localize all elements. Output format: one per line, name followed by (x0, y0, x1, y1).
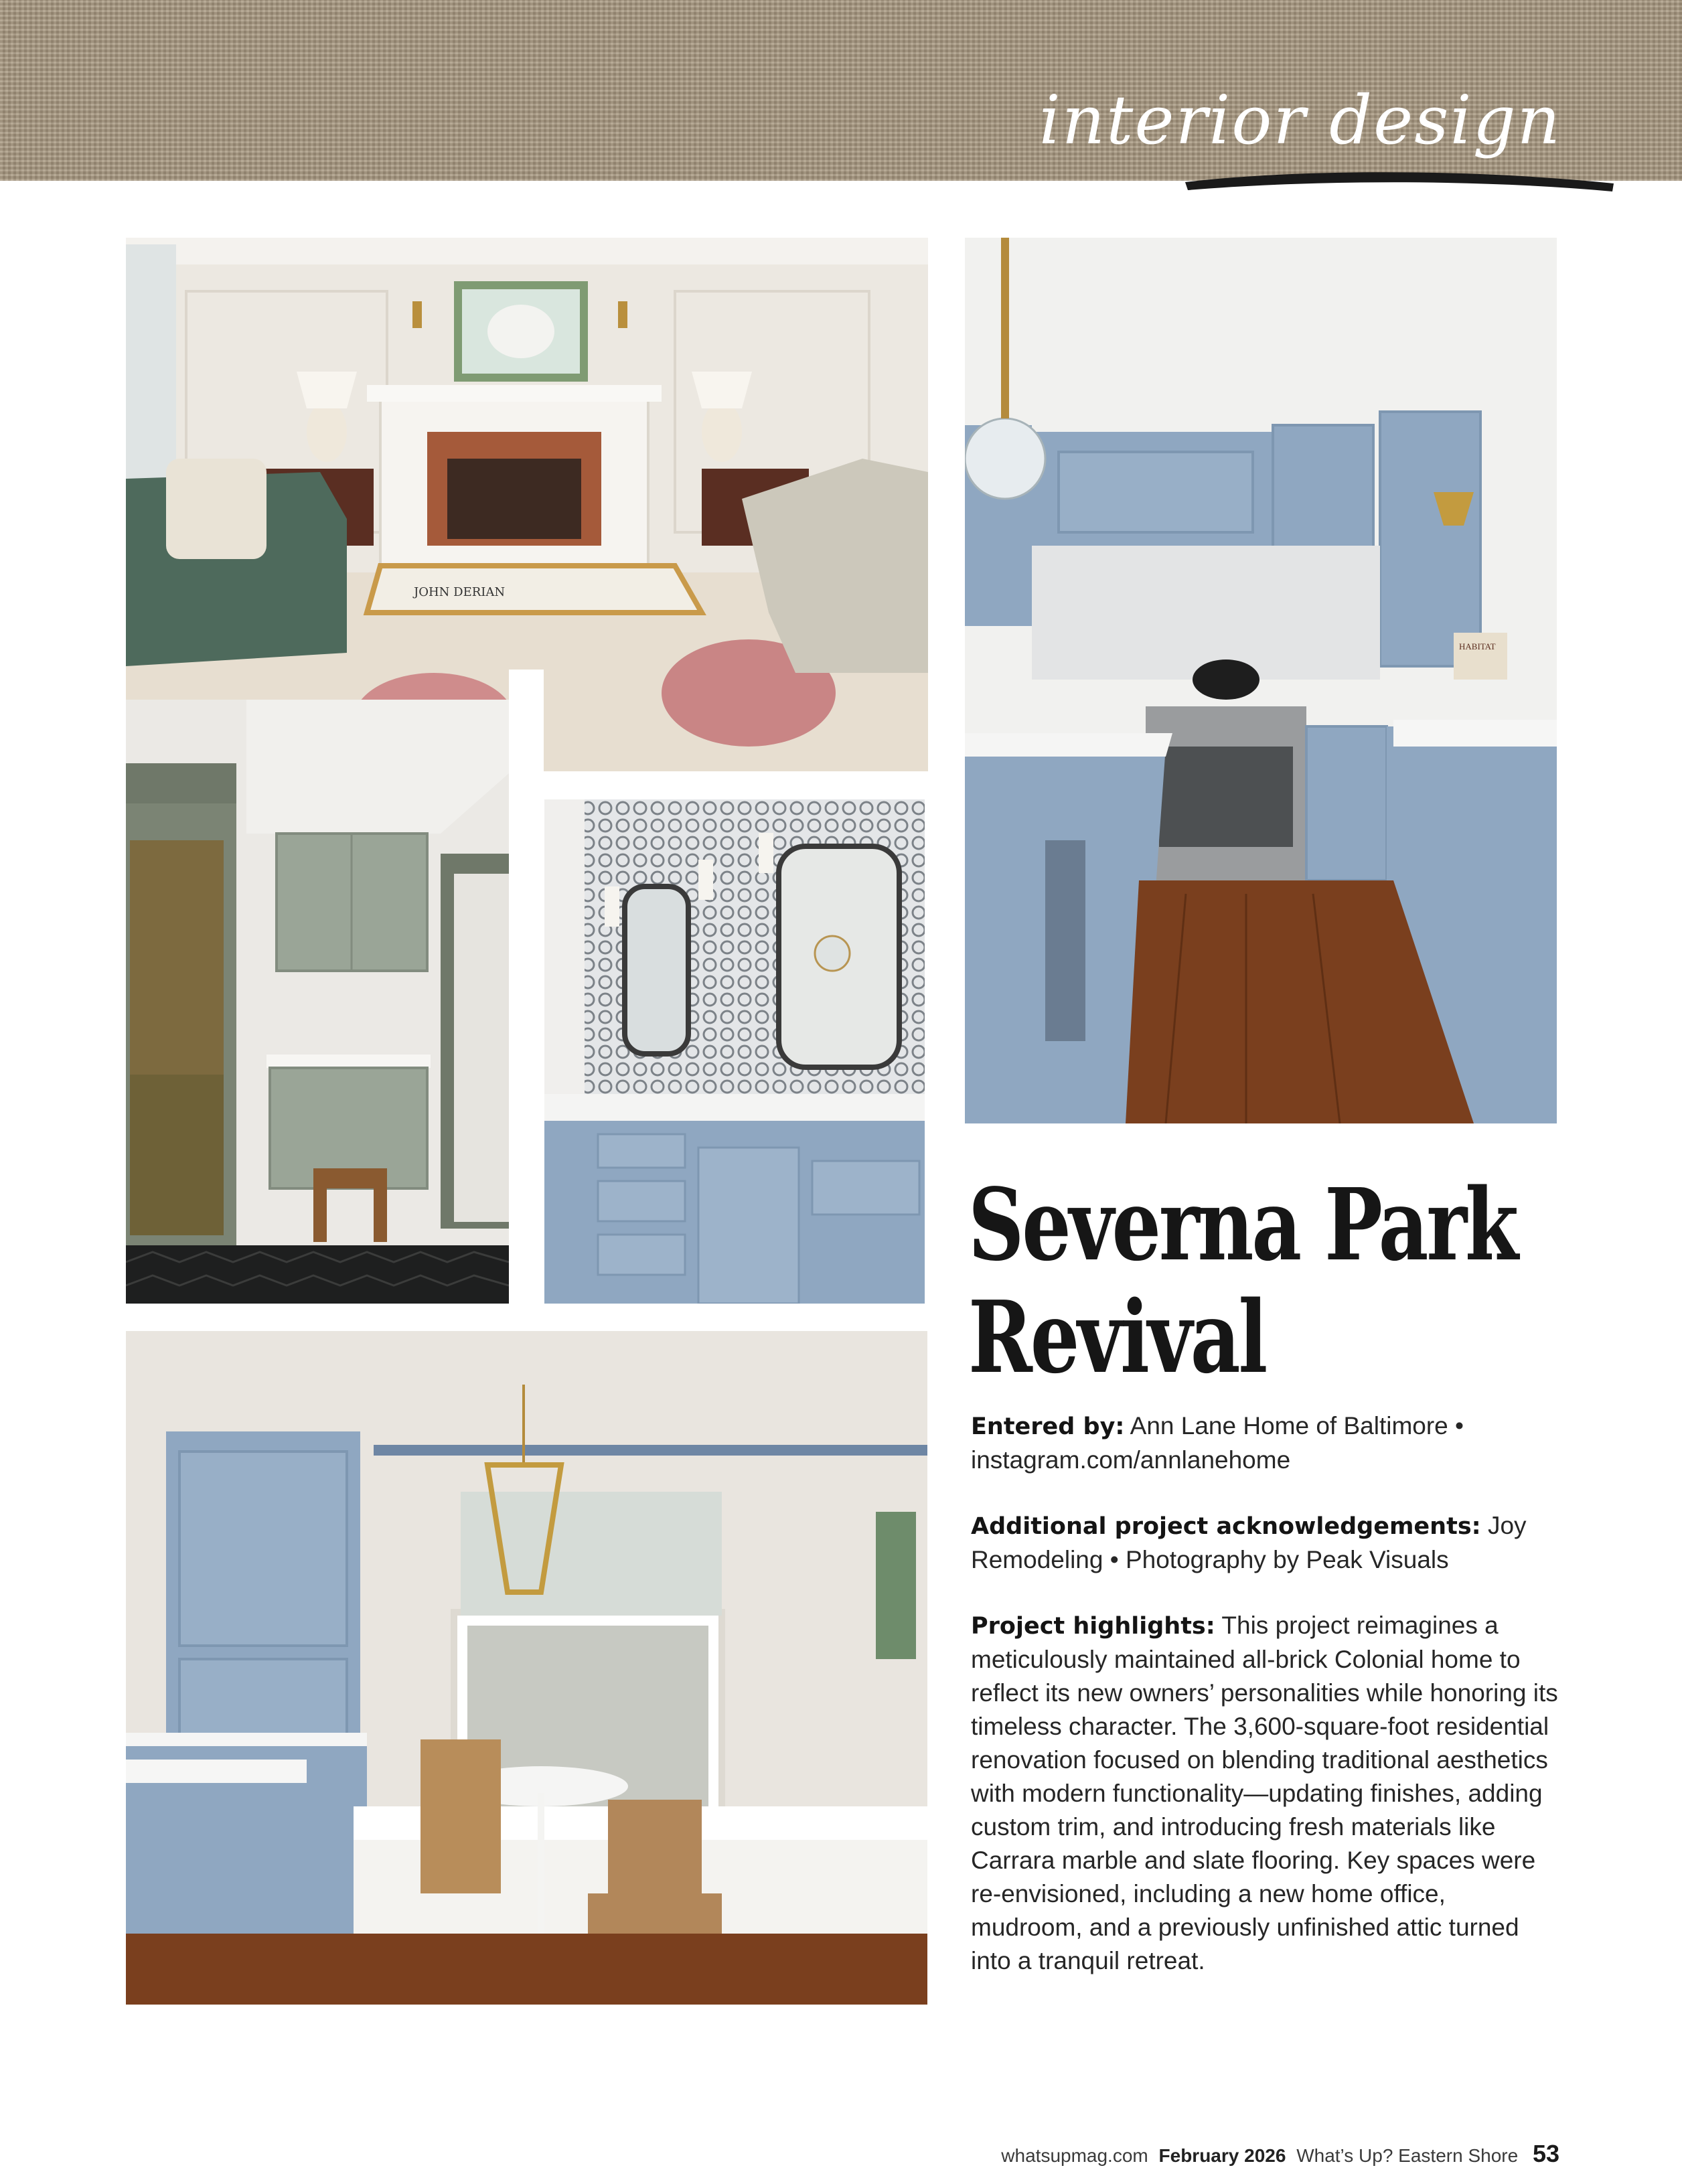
acknowledgements-value: Joy Remodeling • Photography by Peak Visuals (971, 1512, 1527, 1573)
title-line-2: Revival (968, 1279, 1266, 1395)
section-label: interior design (1039, 81, 1561, 159)
kitchen-photo (965, 238, 1557, 1123)
photo-gutter (509, 670, 544, 771)
entered-by-value: Ann Lane Home of Baltimore • instagram.com/annlanehome (971, 1412, 1464, 1474)
cookbook-label: HABITAT (1459, 641, 1496, 651)
footer-site: whatsupmag.com (1001, 2145, 1148, 2166)
article-title (968, 1166, 1517, 1395)
page-footer (996, 2140, 1559, 2168)
photo-gutter (509, 771, 928, 799)
entered-by-paragraph (971, 1409, 1560, 1477)
page-number: 53 (1532, 2140, 1559, 2167)
breakfast-nook-photo (126, 1331, 927, 2005)
highlights-label: Project highlights: (971, 1613, 1215, 1640)
title-line-1: Severna Park (968, 1166, 1517, 1283)
bathroom-photo (544, 799, 925, 1304)
highlights-value: This project reimagines a meticulously maintained all-brick Colonial home to reflect its new owners’ personalities while honoring its timeless character. The 3,600-square-foot residential renovation focused on blending traditional aesthetics with modern functionality—updating finishes, adding custom trim, and introducing fresh materials like Carrara marble and slate flooring. Key spaces were re-envisioned, including a new home office, mudroom, and a previously unfinished attic turned into a tranquil retreat. (971, 1612, 1558, 1974)
footer-month: February 2026 (1158, 2145, 1286, 2166)
article-body (971, 1409, 1560, 2010)
entered-by-label: Entered by: (971, 1413, 1125, 1440)
acknowledgements-paragraph (971, 1509, 1560, 1577)
footer-publication: What’s Up? Eastern Shore (1296, 2145, 1519, 2166)
brush-underline-icon (1178, 155, 1620, 202)
highlights-paragraph (971, 1609, 1560, 1978)
book-spine-label: JOHN DERIAN (414, 585, 506, 599)
mudroom-photo (126, 700, 509, 1304)
acknowledgements-label: Additional project acknowledgements: (971, 1513, 1481, 1540)
